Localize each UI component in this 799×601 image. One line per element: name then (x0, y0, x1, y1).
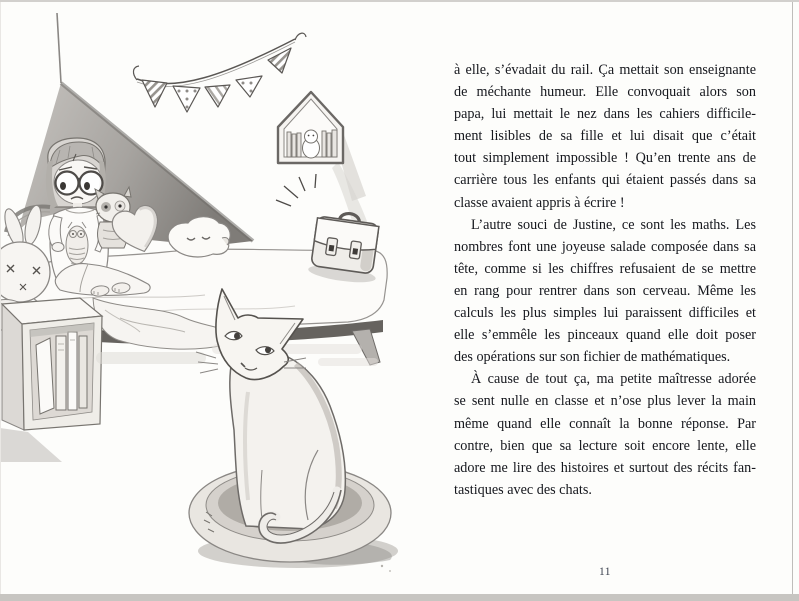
text-line: se sent nulle en classe et n’ose plus lever la main (454, 393, 756, 410)
text-line: de méchante humeur. Elle convoquait alors son (454, 84, 756, 101)
text-line: contre, bien que sa lecture soit encore lente, elle (454, 437, 756, 454)
text-line: tastiques avec des chats. (454, 481, 592, 498)
bookshelf (0, 298, 102, 462)
text-line: L’autre souci de Justine, ce sont les maths. Les (471, 216, 756, 233)
text-line: papa, lui mettait le nez dans les cahiers difficile- (454, 106, 756, 123)
text-line: des opérations sur son fichier de mathématiques. (454, 349, 731, 366)
books (36, 332, 87, 414)
house-shelf (278, 92, 366, 201)
text-line: elle s’emmêle les pinceaux quand elle doit poser (454, 327, 756, 344)
text-line: calculs les plus simples lui paraissent difficiles et (454, 305, 756, 322)
page-edge-left (0, 2, 1, 594)
text-line: À cause de tout ça, ma petite maîtresse adorée (471, 371, 756, 388)
bird-figurine (303, 130, 320, 158)
page-edge-top (0, 0, 799, 2)
page-number: 11 (598, 566, 612, 578)
text-line: tout simplement impossible ! Qu’en trente ans de (454, 150, 756, 167)
text-line: tête, comme si les chiffres refusaient de se mettre (454, 260, 756, 277)
text-line: carrière tous les enfants qui étaient passés dans sa (454, 172, 756, 189)
text-line: ment lisibles de sa fille et lui disait que c’était (454, 128, 756, 145)
text-line: adore me lire des histoires et surtout des récits fan- (454, 459, 756, 476)
attention-rays (276, 174, 316, 206)
bunting-flags (133, 33, 306, 112)
text-line: à elle, s’évadait du rail. Ça mettait son enseignante (454, 62, 756, 78)
text-line: classe avaient appris à écrire ! (454, 194, 625, 211)
page-edge-bottom (0, 594, 799, 601)
text-line: nombres font une joyeuse salade composée dans sa (454, 238, 756, 255)
text-line: même quand elle connaît la bonne réponse. Par (454, 415, 756, 432)
page-text-column (454, 59, 756, 501)
text-line: en rang pour rentrer dans son cerveau. Même les (454, 282, 756, 299)
page-edge-right (792, 2, 793, 594)
